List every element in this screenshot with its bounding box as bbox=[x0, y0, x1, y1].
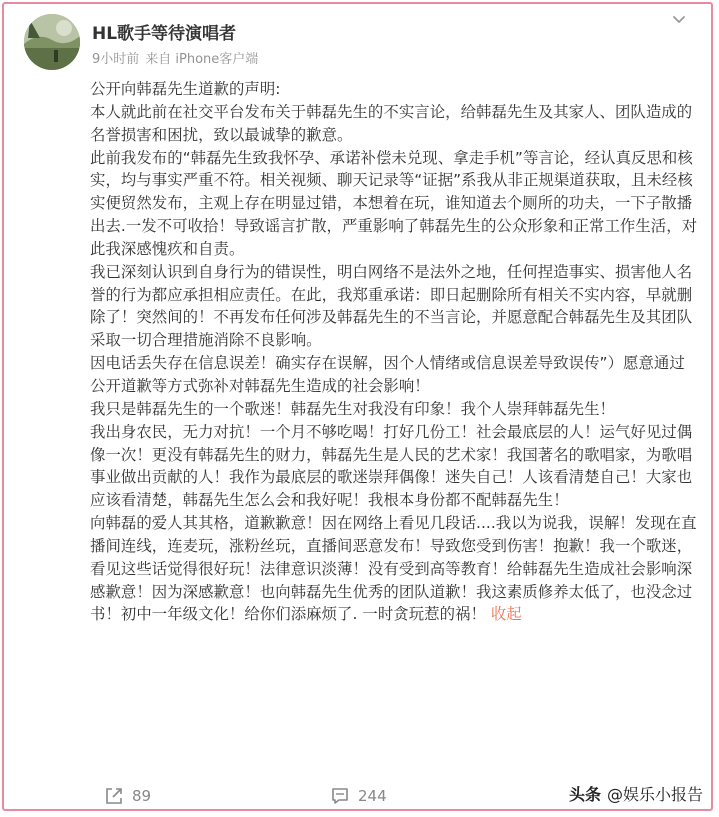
post-footer bbox=[4, 780, 711, 814]
comment-icon bbox=[330, 786, 350, 806]
post-paragraph-text: 向韩磊的爱人其其格，道歉歉意！因在网络上看见几段话....我以为说我，误解！发现在直播间连线，连麦玩，涨粉丝玩，直播间恶意发布！导致您受到伤害！抱歉！我一个歌迷，看见这些话觉得很好玩！法律意识淡薄！没有受到高等教育！给韩磊先生造成社会影响深感歉意！因为深感歉意！也向韩磊先生优秀的团队道歉！我这素质修养太低了，也没念过书！初中一年级文化！给你们添麻烦了. 一时贪玩惹的祸！ bbox=[90, 514, 697, 624]
repost-icon bbox=[104, 786, 124, 806]
watermark-account: @娱乐小报告 bbox=[606, 785, 703, 804]
chevron-down-icon[interactable] bbox=[669, 12, 689, 28]
weibo-post-card bbox=[2, 2, 713, 811]
comment-button[interactable] bbox=[330, 786, 387, 806]
post-source: 来自 iPhone客户端 bbox=[145, 52, 259, 67]
post-paragraph: 因电话丢失存在信息误差！确实存在误解，因个人情绪或信息误差导致误传”）愿意通过公开道歉等方式弥补对韩磊先生造成的社会影响！ bbox=[90, 354, 685, 395]
avatar-image bbox=[24, 14, 80, 70]
collapse-link[interactable]: 收起 bbox=[490, 605, 522, 624]
comment-count: 244 bbox=[358, 787, 387, 805]
watermark-platform: 头条 bbox=[568, 785, 601, 804]
post-paragraph: 我已深刻认识到自身行为的错误性，明白网络不是法外之地，任何捏造事实、损害他人名誉的行为都应承担相应责任。在此，我郑重承诺：即日起删除所有相关不实内容，早就删除了！突然间的！不再发布任何涉及韩磊先生的不当言论，并愿意配合韩磊先生及其团队采取一切合理措施消除不良影响。 bbox=[90, 262, 693, 350]
repost-count: 89 bbox=[132, 787, 152, 805]
post-paragraph-last bbox=[90, 512, 700, 626]
username[interactable]: HL歌手等待演唱者 bbox=[92, 24, 237, 44]
post-time[interactable]: 9小时前 bbox=[92, 52, 140, 67]
watermark bbox=[569, 782, 703, 805]
post-paragraph: 此前我发布的“韩磊先生致我怀孕、承诺补偿未兑现、拿走手机”等言论，经认真反思和核实，均与事实严重不符。相关视频、聊天记录等“证据”系我从非正规渠道获取，且未经核实便贸然发布，主观上存在明显过错，本想着在玩，谁知道去个厕所的功夫，一下子散播出去.一发不可收拾！导致谣言扩散，严重影响了韩磊先生的公众形象和正常工作生活，对此我深感愧疚和自责。 bbox=[90, 148, 698, 258]
repost-button[interactable] bbox=[104, 786, 151, 806]
post-paragraph: 本人就此前在社交平台发布关于韩磊先生的不实言论，给韩磊先生及其家人、团队造成的名誉损害和困扰，致以最诚挚的歉意。 bbox=[90, 102, 693, 144]
post-paragraph: 我只是韩磊先生的一个歌迷！韩磊先生对我没有印象！我个人崇拜韩磊先生！ bbox=[90, 399, 615, 418]
post-paragraph: 公开向韩磊先生道歉的声明: bbox=[90, 80, 281, 98]
post-paragraph: 我出身农民，无力对抗！一个月不够吃喝！打好几份工！社会最底层的人！运气好见过偶像一次！更没有韩磊先生的财力，韩磊先生是人民的艺术家！我国著名的歌唱家，为歌唱事业做出贡献的人！我作为最底层的歌迷崇拜偶像！迷失自己！人该看清楚自己！大家也应该看清楚，韩磊先生怎么会和我好呢！我根本身份都不配韩磊先生！ bbox=[90, 422, 693, 510]
post-meta bbox=[92, 48, 258, 67]
post-body bbox=[90, 78, 700, 626]
avatar[interactable] bbox=[24, 14, 80, 70]
